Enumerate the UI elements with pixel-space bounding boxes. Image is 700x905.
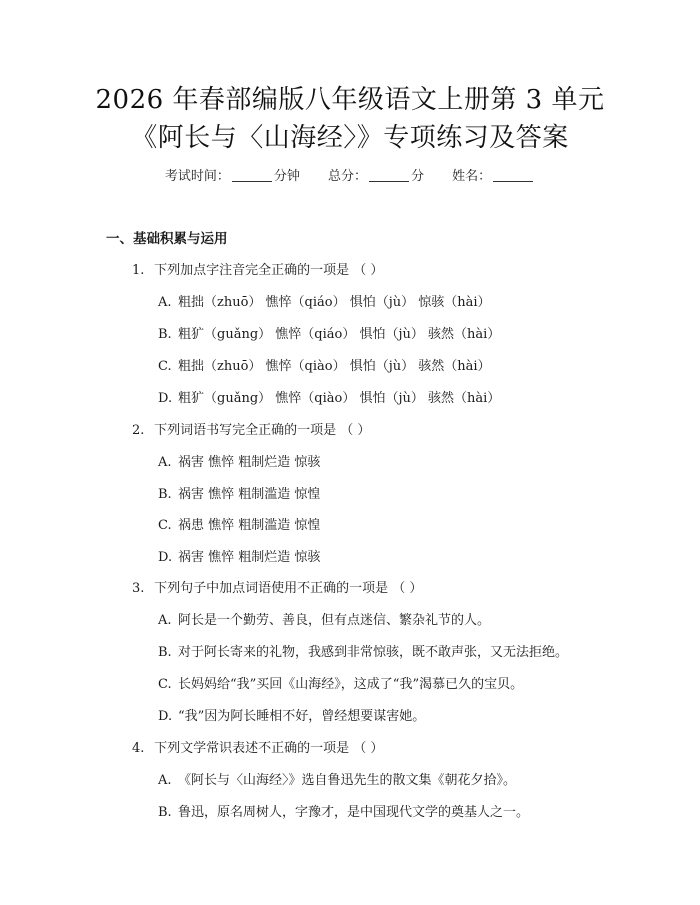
question-1-option-c — [158, 358, 491, 376]
option-text: 粗拙（zhuō） 憔悴（qiáo） 惧怕（jù） 惊骇（hài） — [178, 295, 491, 310]
question-2 — [132, 422, 370, 440]
option-letter: A. — [158, 773, 172, 788]
question-number: 4. — [132, 741, 145, 756]
option-text: 祸害 憔悴 粗制滥造 惊惶 — [178, 487, 321, 502]
option-text: “我”因为阿长睡相不好，曾经想要谋害她。 — [178, 709, 426, 724]
total-score-blank — [369, 181, 409, 182]
exam-time-unit: 分钟 — [273, 169, 300, 184]
option-letter: B. — [158, 805, 172, 820]
option-text: 阿长是一个勤劳、善良，但有点迷信、繁杂礼节的人。 — [178, 613, 491, 628]
option-letter: D. — [158, 709, 173, 724]
question-3-option-d — [158, 708, 425, 726]
section-title: 一、基础积累与运用 — [106, 231, 228, 247]
exam-time-field — [165, 169, 304, 184]
student-name-label: 姓名： — [452, 169, 492, 184]
question-2-option-a — [158, 454, 320, 472]
question-3-option-b — [158, 644, 568, 662]
question-1-option-a — [158, 294, 491, 312]
question-4-option-a — [158, 772, 516, 790]
option-text: 粗拙（zhuō） 憔悴（qiào） 惧怕（jù） 骇然（hài） — [178, 359, 491, 374]
question-stem: 下列加点字注音完全正确的一项是 （ ） — [154, 263, 384, 278]
option-text: 《阿长与〈山海经〉》选自鲁迅先生的散文集《朝花夕拾》。 — [178, 773, 517, 788]
question-1-option-b — [158, 326, 500, 344]
option-letter: B. — [158, 487, 172, 502]
question-stem: 下列句子中加点词语使用不正确的一项是 （ ） — [154, 581, 423, 596]
total-score-unit: 分 — [411, 169, 425, 184]
option-text: 祸患 憔悴 粗制滥造 惊惶 — [178, 518, 321, 533]
question-3 — [132, 580, 422, 598]
question-number: 2. — [132, 423, 145, 438]
question-3-option-a — [158, 612, 490, 630]
option-text: 祸害 憔悴 粗制烂造 惊骇 — [178, 455, 321, 470]
option-letter: C. — [158, 677, 172, 692]
exam-time-label: 考试时间： — [164, 169, 230, 184]
option-letter: D. — [158, 391, 173, 406]
option-letter: A. — [158, 613, 172, 628]
question-3-option-c — [158, 676, 523, 694]
option-text: 对于阿长寄来的礼物，我感到非常惊骇，既不敢声张，又无法拒绝。 — [178, 645, 569, 660]
option-text: 鲁迅，原名周树人，字豫才，是中国现代文学的奠基人之一。 — [178, 805, 530, 820]
question-number: 3. — [132, 581, 145, 596]
option-text: 祸害 憔悴 粗制烂造 惊骇 — [178, 550, 321, 565]
question-number: 1. — [132, 263, 145, 278]
exam-time-blank — [232, 181, 272, 182]
question-4-option-b — [158, 804, 529, 822]
option-text: 粗犷（guǎng） 憔悴（qiào） 惧怕（jù） 骇然（hài） — [178, 391, 501, 406]
option-letter: B. — [158, 645, 172, 660]
exam-info — [0, 168, 700, 186]
option-letter: C. — [158, 518, 172, 533]
document-title-line-1: 2026 年春部编版八年级语文上册第 3 单元 — [95, 85, 605, 115]
question-1-option-d — [158, 390, 500, 408]
student-name-field — [452, 169, 535, 184]
student-name-blank — [493, 181, 533, 182]
option-letter: C. — [158, 359, 172, 374]
question-stem: 下列词语书写完全正确的一项是 （ ） — [154, 423, 371, 438]
option-text: 粗犷（guǎng） 憔悴（qiáo） 惧怕（jù） 骇然（hài） — [178, 327, 501, 342]
option-letter: A. — [158, 455, 172, 470]
option-letter: A. — [158, 295, 172, 310]
question-4 — [132, 740, 383, 758]
document-title-line-2: 《阿长与〈山海经〉》专项练习及答案 — [131, 123, 569, 153]
question-2-option-b — [158, 486, 320, 504]
total-score-label: 总分： — [327, 169, 367, 184]
total-score-field — [328, 169, 428, 184]
option-letter: B. — [158, 327, 172, 342]
question-2-option-c — [158, 517, 320, 535]
question-1 — [132, 262, 383, 280]
option-text: 长妈妈给“我”买回《山海经》，这成了“我”渴慕已久的宝贝。 — [178, 677, 524, 692]
option-letter: D. — [158, 550, 173, 565]
question-2-option-d — [158, 549, 320, 567]
question-stem: 下列文学常识表述不正确的一项是 （ ） — [154, 741, 384, 756]
